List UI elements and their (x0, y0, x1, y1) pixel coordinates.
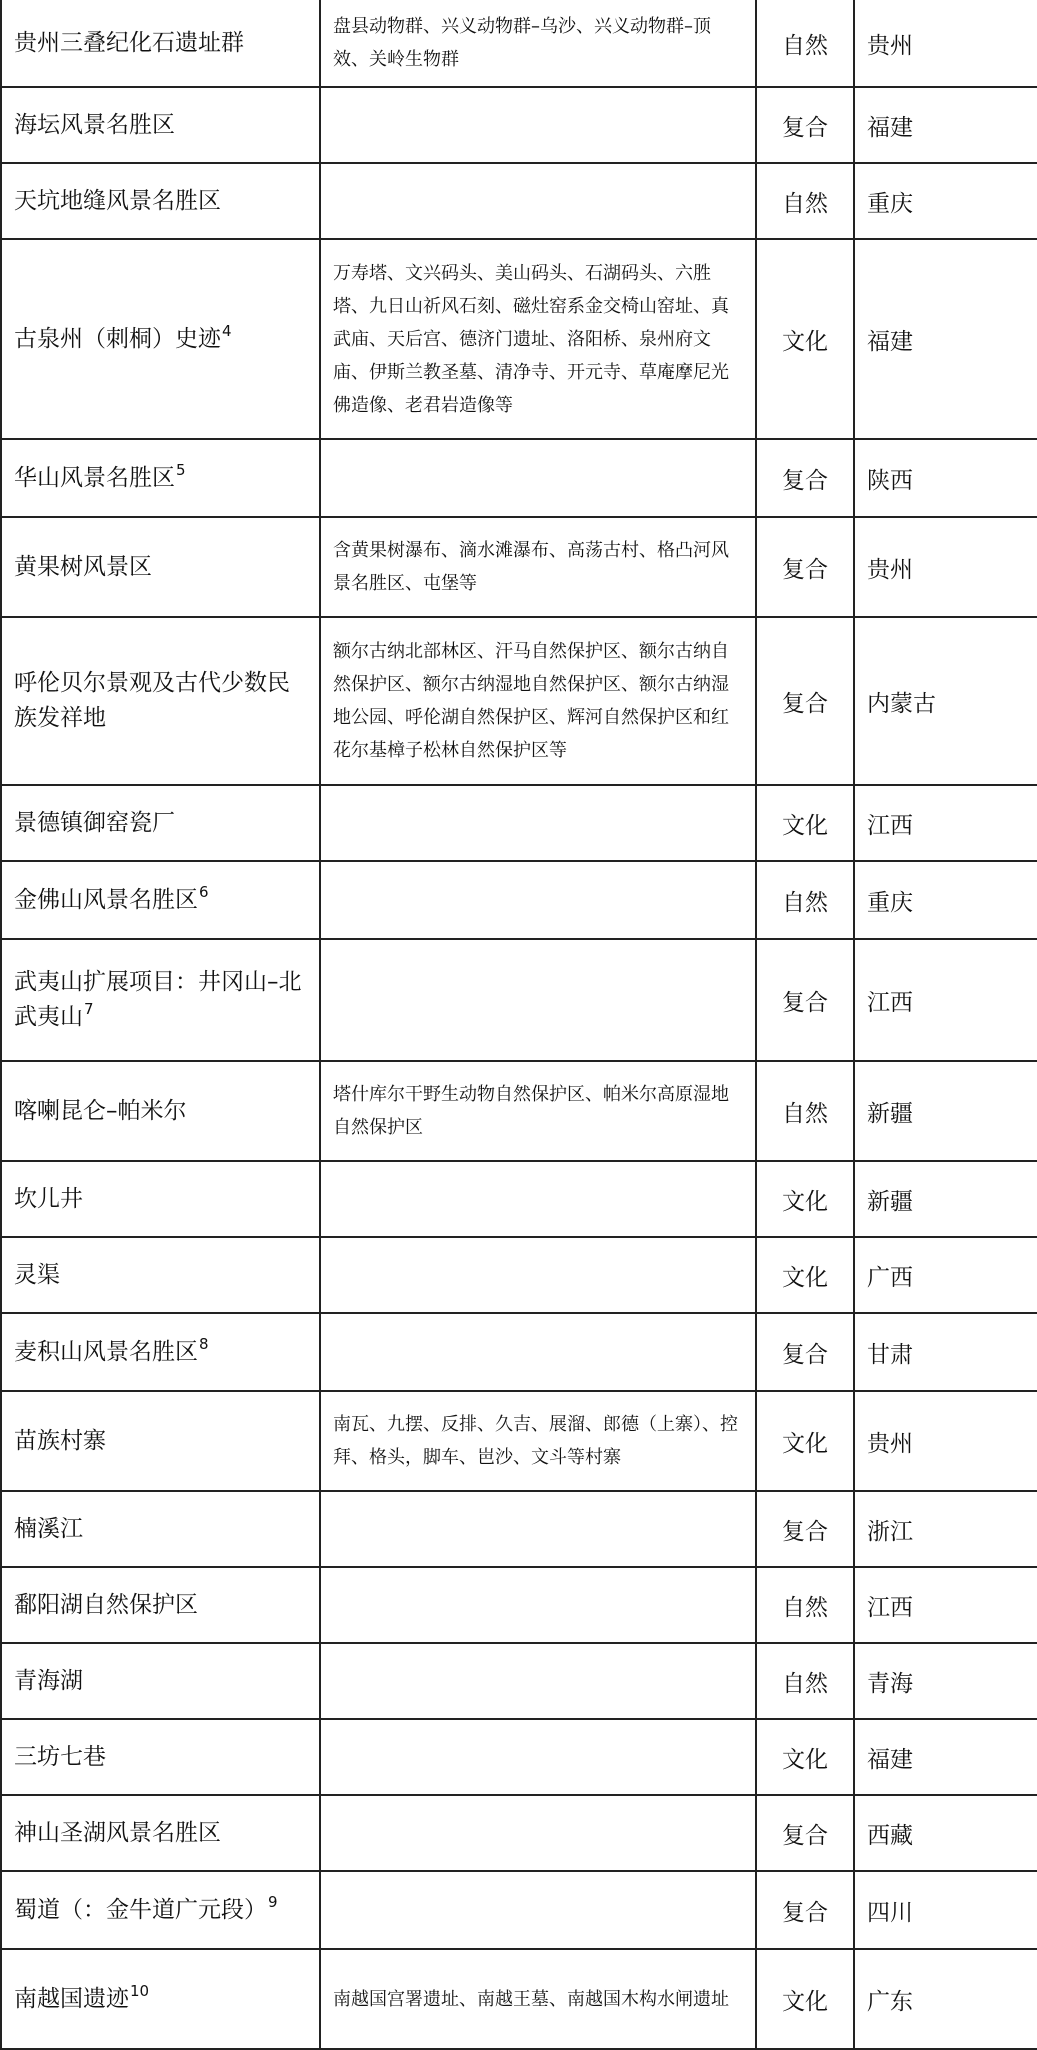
site-name: 天坑地缝风景名胜区 (14, 187, 221, 214)
table-row (1, 1643, 1037, 1719)
site-province-cell: 福建 (854, 239, 1037, 439)
site-components-cell (320, 1313, 756, 1391)
site-type-cell: 自然 (756, 861, 854, 939)
site-type-cell: 文化 (756, 1237, 854, 1313)
site-components-cell: 额尔古纳北部林区、汗马自然保护区、额尔古纳自然保护区、额尔古纳湿地自然保护区、额尔古纳湿地公园、呼伦湖自然保护区、辉河自然保护区和红花尔基樟子松林自然保护区等 (320, 617, 756, 785)
site-name-cell (1, 517, 320, 617)
site-name: 苗族村寨 (14, 1427, 106, 1454)
site-components-cell (320, 861, 756, 939)
site-components-cell (320, 939, 756, 1061)
site-province-cell: 新疆 (854, 1161, 1037, 1237)
site-name: 黄果树风景区 (14, 553, 152, 580)
site-name-cell (1, 1313, 320, 1391)
site-province-cell: 陕西 (854, 439, 1037, 517)
site-name-cell (1, 1949, 320, 2049)
site-type-cell: 自然 (756, 1061, 854, 1161)
site-province-cell: 江西 (854, 1567, 1037, 1643)
site-name-cell (1, 1391, 320, 1491)
site-components-cell (320, 785, 756, 861)
site-type-cell: 文化 (756, 1161, 854, 1237)
table-body (1, 0, 1037, 2049)
site-province-cell: 四川 (854, 1871, 1037, 1949)
site-province-cell: 贵州 (854, 517, 1037, 617)
site-name-cell (1, 1871, 320, 1949)
site-province-cell: 浙江 (854, 1491, 1037, 1567)
site-name-cell (1, 239, 320, 439)
footnote-marker: 4 (222, 321, 232, 340)
table-row (1, 1949, 1037, 2049)
site-name: 贵州三叠纪化石遗址群 (14, 29, 244, 56)
site-name: 喀喇昆仑–帕米尔 (14, 1097, 187, 1124)
site-name-cell (1, 1719, 320, 1795)
table-row (1, 785, 1037, 861)
site-type-cell: 文化 (756, 1719, 854, 1795)
site-name: 楠溪江 (14, 1515, 83, 1542)
site-name-cell (1, 1161, 320, 1237)
table-row (1, 1391, 1037, 1491)
table-row (1, 1237, 1037, 1313)
site-type-cell: 复合 (756, 1795, 854, 1871)
site-type-cell: 自然 (756, 0, 854, 87)
site-type-cell: 复合 (756, 87, 854, 163)
table-row (1, 517, 1037, 617)
footnote-marker: 6 (199, 882, 209, 901)
site-name: 麦积山风景名胜区 (14, 1338, 198, 1365)
footnote-marker: 8 (199, 1334, 209, 1353)
site-components-cell (320, 163, 756, 239)
site-components-cell (320, 1491, 756, 1567)
site-components-cell (320, 87, 756, 163)
site-type-cell: 自然 (756, 1643, 854, 1719)
site-province-cell: 贵州 (854, 1391, 1037, 1491)
table-row (1, 861, 1037, 939)
site-name-cell (1, 87, 320, 163)
site-components-cell (320, 1237, 756, 1313)
site-province-cell: 内蒙古 (854, 617, 1037, 785)
table-row (1, 1567, 1037, 1643)
site-province-cell: 甘肃 (854, 1313, 1037, 1391)
site-name-cell (1, 861, 320, 939)
site-province-cell: 青海 (854, 1643, 1037, 1719)
site-name: 蜀道（：金牛道广元段） (14, 1896, 267, 1923)
table-row (1, 1719, 1037, 1795)
site-name: 南越国遗迹 (14, 1985, 129, 2012)
site-province-cell: 广东 (854, 1949, 1037, 2049)
table-row (1, 439, 1037, 517)
site-components-cell: 南越国宫署遗址、南越王墓、南越国木构水闸遗址 (320, 1949, 756, 2049)
site-type-cell: 复合 (756, 1313, 854, 1391)
site-province-cell: 重庆 (854, 163, 1037, 239)
site-name: 金佛山风景名胜区 (14, 886, 198, 913)
site-components-cell (320, 1719, 756, 1795)
site-type-cell: 复合 (756, 439, 854, 517)
site-name-cell (1, 939, 320, 1061)
site-type-cell: 文化 (756, 1391, 854, 1491)
site-type-cell: 文化 (756, 1949, 854, 2049)
site-province-cell: 重庆 (854, 861, 1037, 939)
site-name-cell (1, 1237, 320, 1313)
site-name: 青海湖 (14, 1667, 83, 1694)
table-row (1, 1313, 1037, 1391)
site-components-cell: 含黄果树瀑布、滴水滩瀑布、高荡古村、格凸河风景名胜区、屯堡等 (320, 517, 756, 617)
site-province-cell: 江西 (854, 785, 1037, 861)
site-name-cell (1, 1567, 320, 1643)
site-components-cell (320, 1567, 756, 1643)
site-name: 武夷山扩展项目：井冈山–北武夷山 (14, 969, 302, 1030)
site-type-cell: 复合 (756, 617, 854, 785)
site-province-cell: 贵州 (854, 0, 1037, 87)
site-components-cell: 万寿塔、文兴码头、美山码头、石湖码头、六胜塔、九日山祈风石刻、磁灶窑系金交椅山窑址、真武庙、天后宫、德济门遗址、洛阳桥、泉州府文庙、伊斯兰教圣墓、清净寺、开元寺、草庵摩尼光佛造像、老君岩造像等 (320, 239, 756, 439)
site-province-cell: 江西 (854, 939, 1037, 1061)
site-name: 鄱阳湖自然保护区 (14, 1591, 198, 1618)
site-type-cell: 复合 (756, 517, 854, 617)
table-row (1, 617, 1037, 785)
table-row (1, 1061, 1037, 1161)
site-name-cell (1, 1643, 320, 1719)
footnote-marker: 7 (84, 1000, 94, 1018)
site-components-cell (320, 1643, 756, 1719)
site-province-cell: 福建 (854, 1719, 1037, 1795)
site-type-cell: 复合 (756, 1491, 854, 1567)
site-name-cell (1, 1061, 320, 1161)
site-components-cell: 盘县动物群、兴义动物群–乌沙、兴义动物群–顶效、关岭生物群 (320, 0, 756, 87)
site-components-cell (320, 1795, 756, 1871)
site-type-cell: 复合 (756, 1871, 854, 1949)
table-row (1, 1491, 1037, 1567)
site-components-cell (320, 1161, 756, 1237)
site-type-cell: 复合 (756, 939, 854, 1061)
site-name-cell (1, 439, 320, 517)
table-row (1, 163, 1037, 239)
site-type-cell: 自然 (756, 1567, 854, 1643)
table-row (1, 1795, 1037, 1871)
site-name: 呼伦贝尔景观及古代少数民族发祥地 (14, 670, 290, 731)
site-name: 景德镇御窑瓷厂 (14, 809, 175, 836)
site-name: 华山风景名胜区 (14, 464, 175, 491)
site-type-cell: 文化 (756, 239, 854, 439)
table-row (1, 87, 1037, 163)
table-row (1, 0, 1037, 87)
site-province-cell: 广西 (854, 1237, 1037, 1313)
footnote-marker: 9 (268, 1892, 278, 1911)
site-name-cell (1, 1491, 320, 1567)
site-province-cell: 西藏 (854, 1795, 1037, 1871)
footnote-marker: 5 (176, 460, 186, 479)
table-row (1, 239, 1037, 439)
site-name: 三坊七巷 (14, 1743, 106, 1770)
table-row (1, 1871, 1037, 1949)
footnote-marker: 10 (130, 1981, 150, 2000)
site-type-cell: 文化 (756, 785, 854, 861)
site-name: 灵渠 (14, 1261, 60, 1288)
site-components-cell (320, 439, 756, 517)
site-name-cell (1, 617, 320, 785)
site-name-cell (1, 163, 320, 239)
site-name: 海坛风景名胜区 (14, 111, 175, 138)
site-province-cell: 新疆 (854, 1061, 1037, 1161)
site-type-cell: 自然 (756, 163, 854, 239)
site-name-cell (1, 1795, 320, 1871)
site-components-cell: 塔什库尔干野生动物自然保护区、帕米尔高原湿地自然保护区 (320, 1061, 756, 1161)
site-name: 坎儿井 (14, 1185, 83, 1212)
site-components-cell: 南瓦、九摆、反排、久吉、展溜、郎德（上寨）、控拜、格头，脚车、岜沙、文斗等村寨 (320, 1391, 756, 1491)
site-province-cell: 福建 (854, 87, 1037, 163)
table-row (1, 939, 1037, 1061)
site-components-cell (320, 1871, 756, 1949)
site-name-cell (1, 0, 320, 87)
site-name-cell (1, 785, 320, 861)
site-name: 古泉州（刺桐）史迹 (14, 325, 221, 352)
table-row (1, 1161, 1037, 1237)
site-name: 神山圣湖风景名胜区 (14, 1819, 221, 1846)
